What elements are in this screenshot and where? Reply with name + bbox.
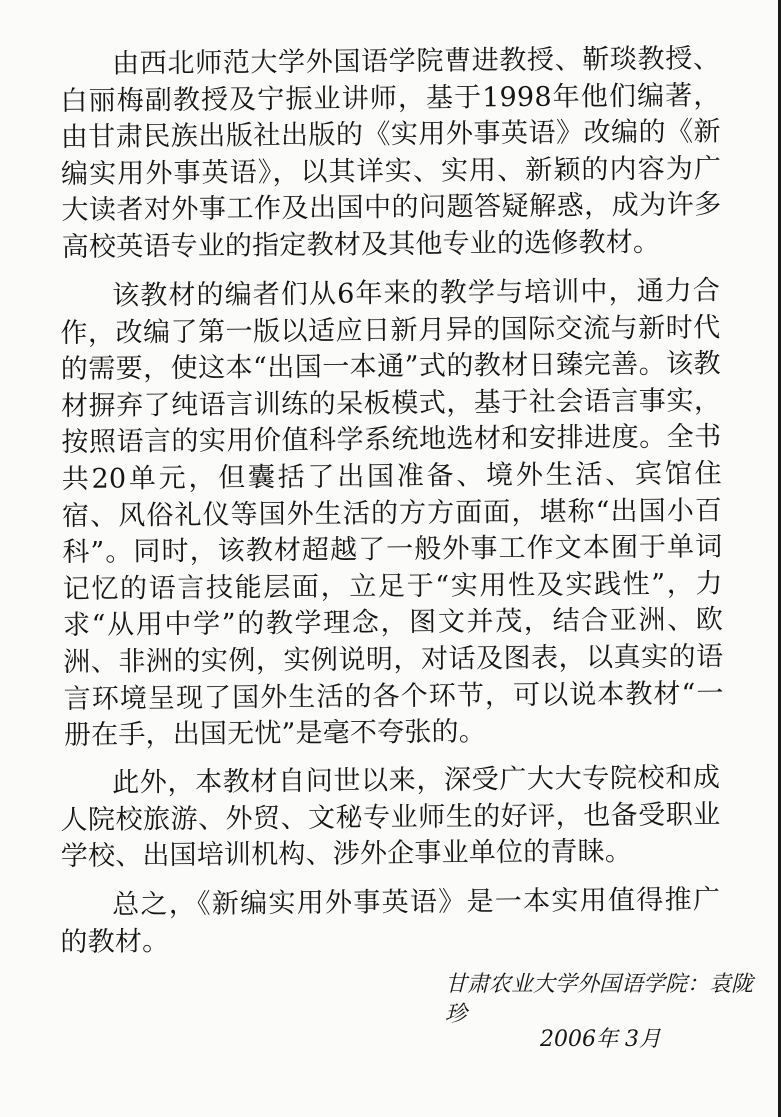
- paragraph-2: 该教材的编者们从6年来的教学与培训中，通力合作，改编了第一版以适应日新月异的国际交流与新时代的需要，使这本“出国一本通”式的教材日臻完善。该教材摒弃了纯语言训练的呆板模式，基于社会语言事实，按照语言的实用价值科学系统地选材和安排进度。全书共20单元，但囊括了出国准备、境外生活、宾馆住宿、风俗礼仪等国外生活的方方面面，堪称“出国小百科”。同时，该教材超越了一般外事工作文本囿于单词记忆的语言技能层面，立足于“实用性及实践性”，力求“从用中学”的教学理念，图文并茂，结合亚洲、欧洲、非洲的实例，实例说明，对话及图表，以真实的语言环境呈现了国外生活的各个环节，可以说本教材“一册在手，出国无忧”是毫不夸张的。: [60, 274, 724, 751]
- signature-line: 甘肃农业大学外国语学院：袁陇珍: [445, 972, 754, 1027]
- date-line: 2006年 3月: [540, 1027, 661, 1052]
- paragraph-3: 此外，本教材自问世以来，深受广大大专院校和成人院校旅游、外贸、文秘专业师生的好评，也备受职业学校、出国培训机构、涉外企事业单位的青睐。: [60, 762, 721, 873]
- paragraph-1: 由西北师范大学外国语学院曹进教授、靳琰教授、白丽梅副教授及宁振业讲师，基于1998年他们编著，由甘肃民族出版社出版的《实用外事英语》改编的《新编实用外事英语》，以其详实、实用、新颖的内容为广大读者对外事工作及出国中的问题答疑解惑，成为许多高校英语专业的指定教材及其他专业的选修教材。: [60, 43, 722, 263]
- paragraph-4: 总之，《新编实用外事英语》是一本实用值得推广的教材。: [60, 884, 721, 958]
- letter-body: [60, 43, 724, 961]
